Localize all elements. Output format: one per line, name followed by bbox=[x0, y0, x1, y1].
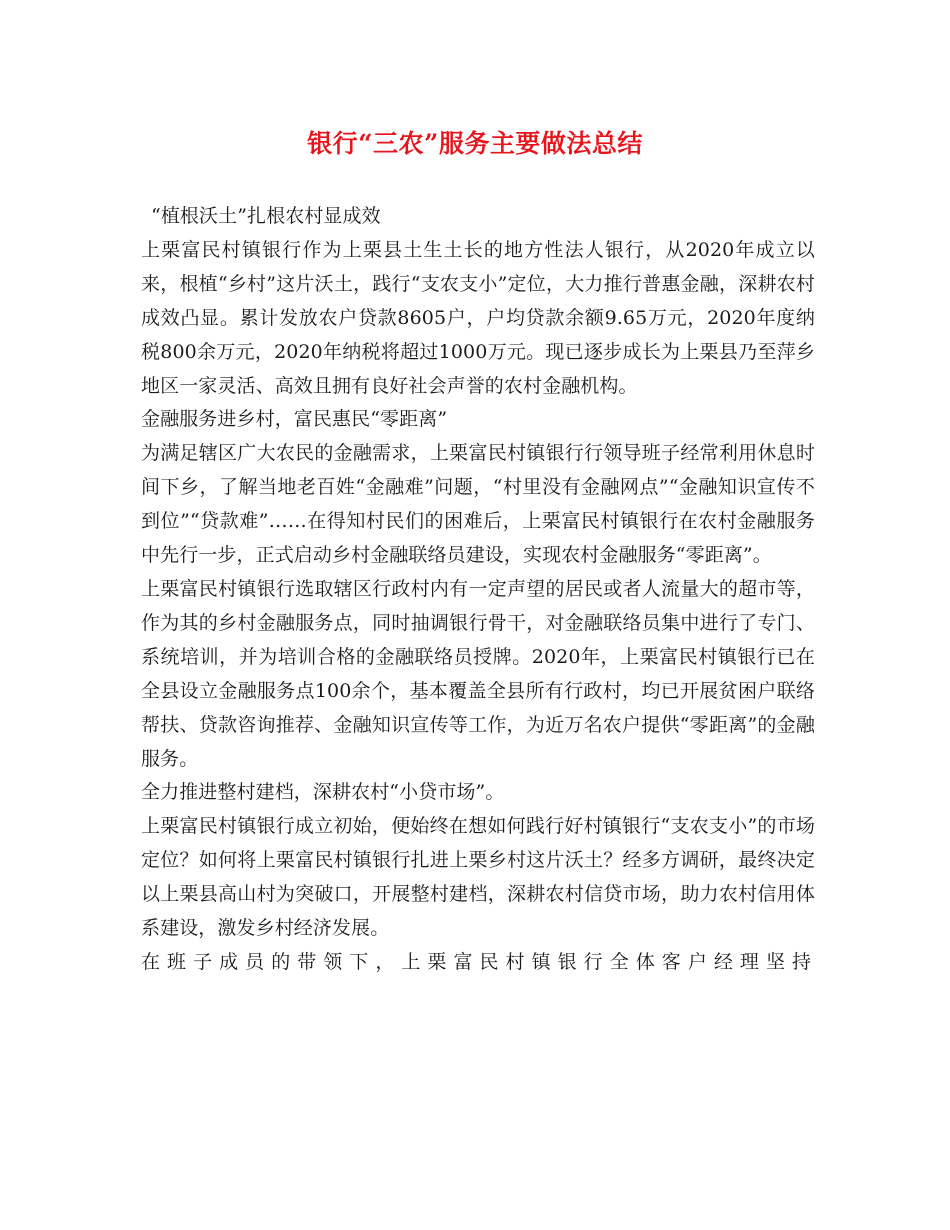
section-heading: 金融服务进乡村，富民惠民“零距离” bbox=[141, 408, 448, 431]
paragraph: 上栗富民村镇银行成立初始，便始终在想如何践行好村镇银行“支农支小”的市场定位？如何将上栗富民村镇银行扎进上栗乡村这片沃土？经多方调研，最终决定以上栗县高山村为突破口，开展整村建档，深耕农村信贷市场，助力农村信用体系建设，激发乡村经济发展。 bbox=[141, 815, 815, 940]
section-heading: “植根沃土”扎根农村显成效 bbox=[151, 205, 381, 227]
paragraph: 上栗富民村镇银行作为上栗县土生土长的地方性法人银行，从2020年成立以来，根植“乡村”这片沃土，践行“支农支小”定位，大力推行普惠金融，深耕农村成效凸显。累计发放农户贷款8605户，户均贷款余额9.65万元，2020年度纳税800余万元，2020年纳税将超过1000万元。现已逐步成长为上栗县乃至萍乡地区一家灵活、高效且拥有良好社会声誉的农村金融机构。 bbox=[141, 238, 815, 397]
document-body bbox=[141, 200, 815, 980]
paragraph: 为满足辖区广大农民的金融需求，上栗富民村镇银行行领导班子经常利用休息时间下乡，了解当地老百姓“金融难”问题，“村里没有金融网点”“金融知识宣传不到位”“贷款难”……在得知村民们的困难后，上栗富民村镇银行在农村金融服务中先行一步，正式启动乡村金融联络员建设，实现农村金融服务“零距离”。 bbox=[141, 442, 815, 567]
paragraph: 上栗富民村镇银行选取辖区行政村内有一定声望的居民或者人流量大的超市等，作为其的乡村金融服务点，同时抽调银行骨干，对金融联络员集中进行了专门、系统培训，并为培训合格的金融联络员授牌。2020年，上栗富民村镇银行已在全县设立金融服务点100余个，基本覆盖全县所有行政村，均已开展贫困户联络帮扶、贷款咨询推荐、金融知识宣传等工作，为近万名农户提供“零距离”的金融服务。 bbox=[141, 577, 815, 770]
section-heading: 全力推进整村建档，深耕农村“小贷市场”。 bbox=[141, 781, 505, 804]
document-title: 银行“三农”服务主要做法总结 bbox=[307, 129, 643, 158]
paragraph: 在班子成员的带领下，上栗富民村镇银行全体客户经理坚持 bbox=[141, 950, 815, 973]
